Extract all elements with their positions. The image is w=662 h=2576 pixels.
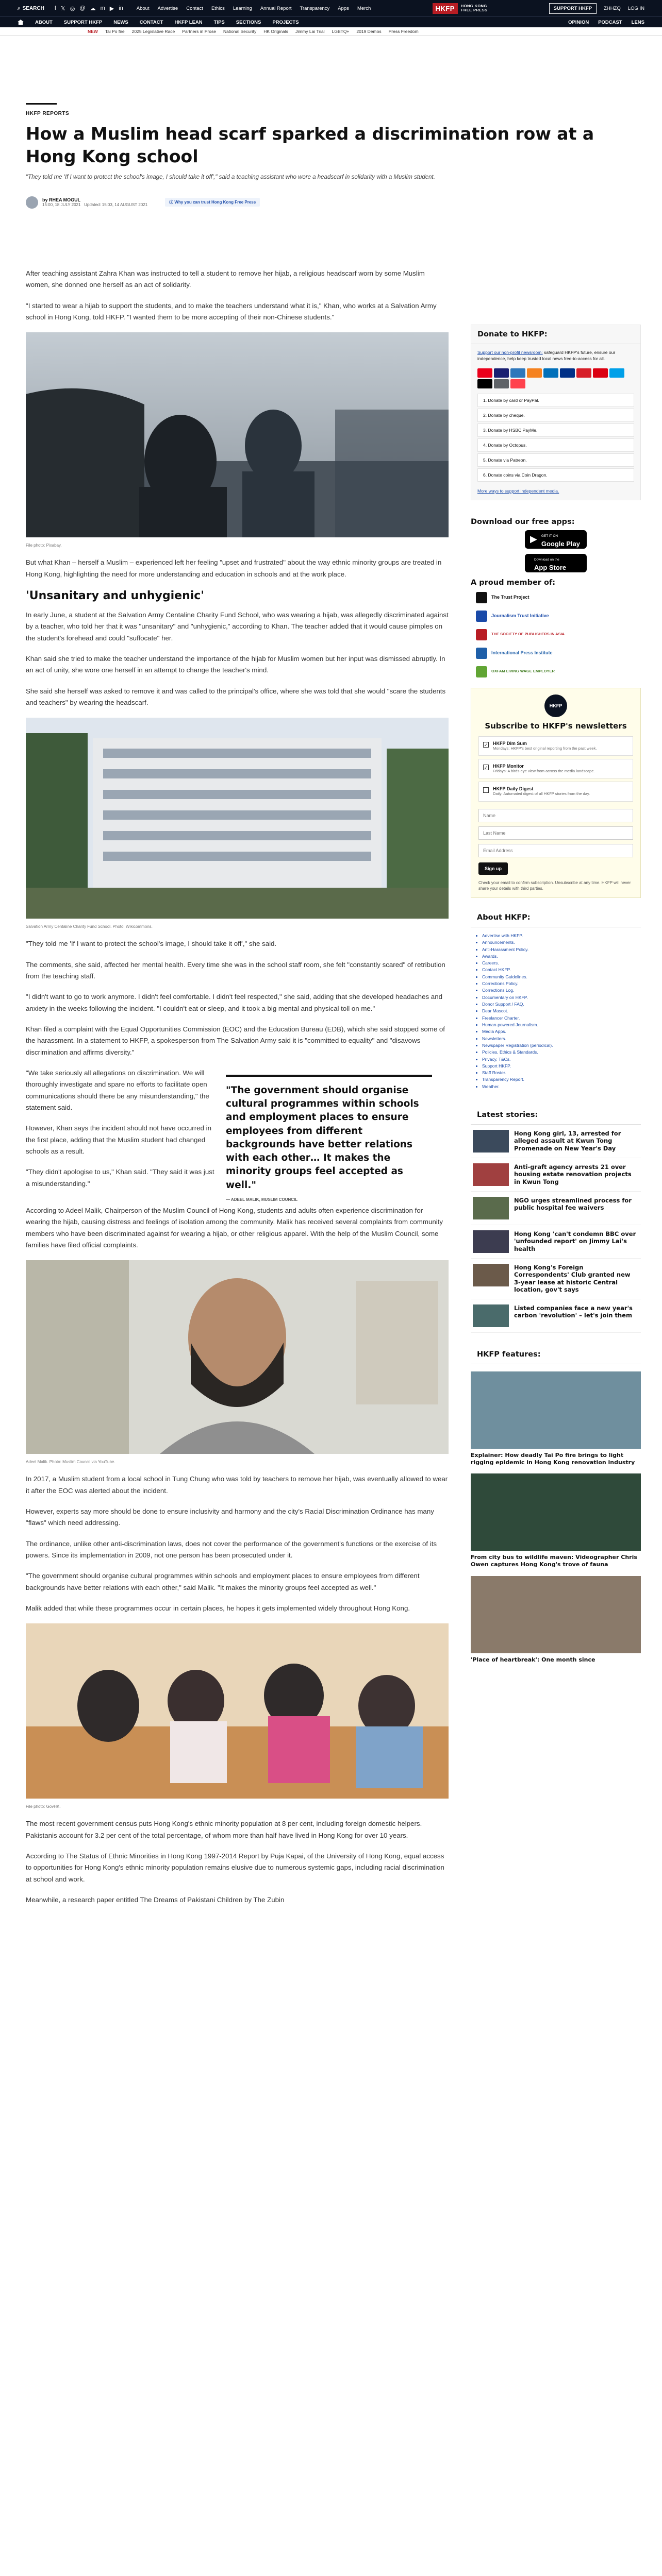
bluesky-icon[interactable]: ☁: [90, 5, 96, 12]
paragraph: Khan filed a complaint with the Equal Opportunities Commission (EOC) and the Education Bureau (EDB), which she said stopped some of the harassment. In a statement to HKFP, a spokesperson from The Salvation Army said it is "committed to equality" and "disavows discrimination and affirms diversity.": [26, 1025, 445, 1056]
feature-story[interactable]: [471, 1371, 641, 1467]
paragraph: According to Adeel Malik, Chairperson of the Muslim Council of Hong Kong, students and adults often experience discrimination for wearing the hijab, causing distress and feelings of isolation among the community. Malik has received several complaints from community members who have been discriminated against for wearing a hijab, or other religious apparel. With the help of the Muslim Council, some families have filed official complaints.: [26, 1207, 443, 1249]
donate-option[interactable]: 1. Donate by card or PayPal.: [477, 394, 634, 407]
donate-text: safeguard HKFP's future, ensure our independence, help keep trusted local news free-to-access for all.: [477, 350, 616, 362]
published-date: 15:00, 18 JULY 2021: [42, 202, 81, 208]
top-link[interactable]: Learning: [233, 5, 252, 11]
features-title: HKFP features:: [471, 1345, 641, 1364]
last-name-input[interactable]: [478, 826, 633, 840]
member-title: A proud member of:: [471, 578, 556, 587]
section-heading: 'Unsanitary and unhygienic': [26, 589, 205, 602]
trending-link[interactable]: LGBTQ+: [332, 28, 350, 34]
about-link[interactable]: • Announcements.: [482, 939, 635, 945]
nav-item-podcast[interactable]: PODCAST: [598, 19, 622, 25]
about-link[interactable]: • Freelancer Charter.: [482, 1015, 635, 1021]
payment-methods: [471, 367, 640, 394]
paragraph: "I started to wear a hijab to support the students, and to make the teachers understand what it is," Khan, who works at a Salvation Army school in Hong Kong, told HKFP. "I wanted them to be more accepting of their non-Chinese students.": [26, 301, 437, 321]
story-thumbnail[interactable]: [473, 1264, 509, 1286]
paragraph: Malik added that while these programmes occur in certain places, he hopes it gets implemented widely throughout Hong Kong.: [26, 1604, 410, 1612]
article-header: [26, 103, 634, 209]
features-list: [471, 1371, 641, 1664]
name-input[interactable]: [478, 809, 633, 822]
feature-story[interactable]: [471, 1473, 641, 1569]
jcb-icon: [543, 368, 558, 378]
facebook-icon[interactable]: f: [54, 5, 56, 11]
latest-story[interactable]: [471, 1299, 641, 1333]
trending-link[interactable]: Press Freedom: [388, 28, 419, 34]
top-bar: [0, 0, 662, 16]
trending-link[interactable]: Jimmy Lai Trial: [295, 28, 325, 34]
donate-options: [471, 394, 640, 488]
feature-headline[interactable]: 'Place of heartbreak': One month since: [471, 1656, 595, 1663]
email-input[interactable]: [478, 844, 633, 857]
discover-icon: [527, 368, 542, 378]
about-link[interactable]: • Advertise with HKFP.: [482, 933, 635, 939]
story-thumbnail[interactable]: [473, 1130, 509, 1153]
top-link[interactable]: Merch: [357, 5, 371, 11]
about-link[interactable]: • Support HKFP.: [482, 1063, 635, 1069]
top-link[interactable]: Annual Report: [260, 5, 292, 11]
octopus-icon: [609, 368, 624, 378]
x-icon[interactable]: 𝕏: [60, 5, 65, 12]
author-name[interactable]: by RHEA MOGUL: [42, 197, 81, 203]
member-logo[interactable]: Journalism Trust Initiative: [476, 611, 641, 622]
story-headline[interactable]: Hong Kong girl, 13, arrested for alleged assault at Kwun Tong Promenade on New Year's Day: [514, 1130, 621, 1152]
nav-item[interactable]: CONTACT: [139, 19, 163, 25]
caption: Salvation Army Centaline Charity Fund School. Photo: Wikicommons.: [26, 924, 153, 929]
about-link[interactable]: • Anti-Harassment Policy.: [482, 946, 635, 953]
ipi-icon: [476, 648, 487, 659]
pull-quote-text: "The government should organise cultural programmes within schools and employment places to ensure employees from different backgrounds have better relations with each other… It makes the minority groups feel accepted as well.": [226, 1084, 419, 1191]
newsletter-option[interactable]: ✓ HKFP Monitor Fridays: A birds-eye view from across the media landscape.: [478, 759, 633, 778]
paragraph: In early June, a student at the Salvation Army Centaline Charity Fund School, who was wearing a hijab, was allegedly discriminated against by a teacher, who told her that it was "unsanitary" and "unhygienic," according to Khan. The teacher added that it would cause pimples on the student's forehead and could "suffocate" her.: [26, 611, 449, 642]
trending-link[interactable]: Tai Po fire: [105, 28, 125, 34]
updated-date: Updated: 15:03, 14 AUGUST 2021: [84, 202, 148, 208]
donate-link[interactable]: Support our non-profit newsroom:: [477, 350, 543, 355]
about-link[interactable]: • Dear Mascot.: [482, 1008, 635, 1014]
site-logo[interactable]: [433, 3, 488, 14]
about-link[interactable]: • Awards.: [482, 953, 635, 959]
donate-option[interactable]: 6. Donate coins via Coin Dragon.: [477, 468, 634, 482]
newsletter-widget: [471, 688, 641, 898]
member-logo[interactable]: OXFAM LIVING WAGE EMPLOYER: [476, 666, 641, 677]
checkbox[interactable]: ✓: [484, 742, 488, 748]
paragraph: The ordinance, unlike other anti-discrimination laws, does not cover the performance of the government's functions or the exercise of its powers. Since its implementation in 2009, not one person has been prosecuted under it.: [26, 1539, 437, 1559]
school-photo[interactable]: [26, 718, 449, 919]
top-link[interactable]: About: [136, 5, 150, 11]
feature-image[interactable]: [471, 1371, 641, 1449]
trending-bar: [0, 27, 662, 36]
visa-icon: [494, 368, 509, 378]
about-links: [471, 927, 641, 1095]
figure-4: [26, 1623, 449, 1809]
malik-photo[interactable]: [26, 1260, 449, 1454]
sidebar: [471, 325, 641, 1664]
paragraph: But what Khan – herself a Muslim – experienced left her feeling "upset and frustrated" about the way ethnic minority groups are treated in Hong Kong, highlighting the need for more understanding and education in schools and at the work place.: [26, 558, 442, 578]
search-icon: ⌕: [18, 5, 21, 11]
trending-link[interactable]: 2025 Legislative Race: [131, 28, 175, 34]
latest-story[interactable]: [471, 1225, 641, 1259]
top-link[interactable]: Ethics: [211, 5, 225, 11]
about-link[interactable]: • Documentary on HKFP.: [482, 994, 635, 1001]
home-icon[interactable]: [18, 20, 24, 25]
latest-story[interactable]: [471, 1125, 641, 1158]
login-link[interactable]: LOG IN: [627, 5, 644, 11]
headline: How a Muslim head scarf sparked a discrimination row at a Hong Kong school: [26, 124, 594, 166]
nav-item[interactable]: NEWS: [113, 19, 128, 25]
top-link[interactable]: Transparency: [300, 5, 330, 11]
paragraph: "I didn't want to go to work anymore. I didn't feel comfortable. I didn't feel respected," she said, adding that she developed headaches and anxiety in the weeks following the incident. "I couldn't eat or sleep, and it took a big mental and physical toll on me.": [26, 993, 442, 1012]
byline: [26, 196, 634, 209]
donate-option[interactable]: 4. Donate by Octopus.: [477, 438, 634, 452]
standfirst: "They told me 'If I want to protect the school's image, I should take it off'," said a teaching assistant who wore a headscarf in solidarity with a Muslim student.: [26, 174, 435, 181]
applepay-icon: [477, 379, 492, 388]
oxfam-icon: [476, 666, 487, 677]
sopa-icon: [476, 629, 487, 640]
story-thumbnail[interactable]: [473, 1304, 509, 1327]
paragraph: "They told me 'If I want to protect the school's image, I should take it off'," she said.: [26, 940, 277, 948]
search-button[interactable]: ⌕ SEARCH: [18, 5, 44, 11]
app-store-button[interactable]: Download on the App Store: [525, 554, 587, 572]
trending-link[interactable]: 2019 Demos: [356, 28, 382, 34]
paragraph: Meanwhile, a research paper entitled The Dreams of Pakistani Children by The Zubin: [26, 1895, 285, 1904]
about-link[interactable]: • Transparency Report.: [482, 1076, 635, 1082]
hijab-photo[interactable]: [26, 332, 449, 537]
instagram-icon[interactable]: ◎: [70, 5, 75, 12]
apps-title: Download our free apps:: [471, 517, 575, 526]
logo-line-2: FREE PRESS: [460, 8, 488, 12]
about-link[interactable]: • Newsletters.: [482, 1036, 635, 1042]
googlepay-icon: [494, 379, 509, 388]
figure-2: [26, 718, 449, 929]
figure-1: [26, 332, 449, 548]
feature-image[interactable]: [471, 1473, 641, 1551]
trending-link[interactable]: Partners in Prose: [182, 28, 216, 34]
newsletter-option[interactable]: ✓ HKFP Dim Sum Mondays: HKFP's best original reporting from the past week.: [478, 736, 633, 756]
member-logo[interactable]: THE SOCIETY OF PUBLISHERS IN ASIA: [476, 629, 641, 640]
newsletter-badge: HKFP: [544, 694, 567, 717]
donate-option[interactable]: 2. Donate by cheque.: [477, 409, 634, 422]
main-nav: [0, 16, 662, 27]
newsletter-option[interactable]: HKFP Daily Digest Daily: Automated digest of all HKFP stories from the day.: [478, 782, 633, 801]
mastercard-icon: [477, 368, 492, 378]
paragraph: The most recent government census puts Hong Kong's ethnic minority population at 8 per cent, including foreign domestic helpers. Pakistanis account for 3.2 per cent of the total percentage, of whom more than half have lived in Hong Kong for over 10 years.: [26, 1820, 422, 1839]
paypal-icon: [560, 368, 575, 378]
latest-story[interactable]: [471, 1158, 641, 1192]
feature-headline[interactable]: Explainer: How deadly Tai Po fire brings to light rigging epidemic in Hong Kong renovation industry: [471, 1451, 635, 1466]
paragraph: The comments, she said, affected her mental health. Every time she was in the school staff room, she felt "constantly scared" of retribution from the teaching staff.: [26, 960, 445, 980]
paragraph: "They didn't apologise to us," Khan said. "They said it was just a misunderstanding.": [26, 1168, 214, 1188]
nav-item[interactable]: TIPS: [213, 19, 225, 25]
about-link[interactable]: • Corrections Log.: [482, 987, 635, 993]
top-links: [137, 6, 371, 11]
story-thumbnail[interactable]: [473, 1197, 509, 1219]
latest-title: Latest stories:: [471, 1106, 641, 1125]
new-badge: NEW: [88, 28, 98, 34]
unionpay-icon: [576, 368, 591, 378]
language-switch[interactable]: ZHHZQ: [604, 5, 621, 11]
about-link[interactable]: • Privacy, T&Cs.: [482, 1056, 635, 1062]
amex-icon: [510, 368, 525, 378]
nav-item-lens[interactable]: LENS: [631, 19, 644, 25]
about-link[interactable]: • Contact HKFP.: [482, 967, 635, 973]
paragraph: After teaching assistant Zahra Khan was instructed to tell a student to remove her hijab, a religious headscarf worn by some Muslim women, she donned one herself as an act of solidarity.: [26, 269, 425, 289]
paragraph: However, Khan says the incident should not have occurred in the first place, adding that the Muslim student had changed schools as a result.: [26, 1124, 211, 1155]
article-body: [26, 268, 449, 1915]
nav-item[interactable]: HKFP LEAN: [174, 19, 203, 25]
linkedin-icon[interactable]: in: [119, 5, 123, 11]
jti-icon: [476, 611, 487, 622]
latest-stories: [471, 1125, 641, 1333]
member-logo[interactable]: International Press Institute: [476, 648, 641, 659]
newsletter-note: Check your email to confirm subscription. Unsubscribe at any time. HKFP will never share your details with third parties.: [478, 880, 631, 891]
top-link[interactable]: Contact: [186, 5, 203, 11]
story-headline[interactable]: NGO urges streamlined process for public hospital fee waivers: [514, 1197, 632, 1212]
more-ways-link[interactable]: More ways to support independent media.: [477, 488, 559, 494]
trust-project-icon: [476, 592, 487, 603]
story-headline[interactable]: Hong Kong's Foreign Correspondents' Club granted new 3-year lease at historic Central location, gov't says: [514, 1264, 631, 1294]
youtube-icon[interactable]: ▶: [109, 5, 114, 12]
about-link[interactable]: • Donor Support / FAQ.: [482, 1001, 635, 1007]
paragraph: In 2017, a Muslim student from a local school in Tung Chung who was told by teachers to remove her hijab, was eventually allowed to wear it after the EOC was alerted about the incident.: [26, 1475, 448, 1495]
about-link[interactable]: • Weather.: [482, 1083, 635, 1090]
feature-story[interactable]: [471, 1576, 641, 1664]
top-link[interactable]: Advertise: [157, 5, 178, 11]
trending-link[interactable]: National Security: [223, 28, 257, 34]
nav-item-opinion[interactable]: OPINION: [568, 19, 589, 25]
about-link[interactable]: • Newspaper Registration (periodical).: [482, 1042, 635, 1048]
donate-option[interactable]: 3. Donate by HSBC PayMe.: [477, 423, 634, 437]
about-link[interactable]: • Careers.: [482, 960, 635, 966]
payme-icon: [593, 368, 608, 378]
story-headline[interactable]: Anti-graft agency arrests 21 over housing estate renovation projects in Kwun Tong: [514, 1163, 632, 1185]
paragraph: "The government should organise cultural programmes within schools and employment places to ensure employees from different backgrounds have better relations with each other," said Malik. "It makes the minority groups feel accepted as well.": [26, 1572, 420, 1591]
nav-item[interactable]: SECTIONS: [236, 19, 261, 25]
social-links: [55, 5, 123, 12]
about-link[interactable]: • Media Apps.: [482, 1028, 635, 1035]
top-link[interactable]: Apps: [338, 5, 349, 11]
logo-mark: HKFP: [433, 3, 458, 14]
about-link[interactable]: • Staff Roster.: [482, 1070, 635, 1076]
paragraph: According to The Status of Ethnic Minorities in Hong Kong 1997-2014 Report by Puja Kapai, of the University of Hong Kong, equal access to opportunities for Hong Kong's ethnic minority population remains elusive due to numerous systemic gaps, including racial discrimination at school and work.: [26, 1852, 444, 1883]
donate-option[interactable]: 5. Donate via Patreon.: [477, 453, 634, 467]
classroom-photo[interactable]: [26, 1623, 449, 1799]
newsletter-title: Subscribe to HKFP's newsletters: [485, 721, 627, 731]
story-thumbnail[interactable]: [473, 1230, 509, 1253]
trust-link[interactable]: ⓘ Why you can trust Hong Kong Free Press: [165, 198, 260, 207]
caption: Adeel Malik. Photo: Muslim Council via YouTube.: [26, 1460, 115, 1465]
member-logo[interactable]: The Trust Project: [476, 592, 641, 603]
figure-3: [26, 1260, 449, 1464]
caption: File photo: GovHK.: [26, 1804, 61, 1809]
latest-story[interactable]: [471, 1259, 641, 1299]
nav-item[interactable]: SUPPORT HKFP: [63, 19, 103, 25]
about-link[interactable]: • Community Guidelines.: [482, 974, 635, 980]
nav-item[interactable]: ABOUT: [35, 19, 53, 25]
trending-link[interactable]: HK Originals: [263, 28, 288, 34]
signup-button[interactable]: Sign up: [478, 862, 508, 875]
patreon-icon: [510, 379, 525, 388]
pull-quote-attribution: — ADEEL MALIK, MUSLIM COUNCIL: [226, 1197, 298, 1202]
feature-image[interactable]: [471, 1576, 641, 1653]
donate-widget: [471, 325, 641, 500]
google-play-button[interactable]: ▶ GET IT ON Google Play: [525, 530, 587, 549]
caption: File photo: Pixabay.: [26, 543, 62, 548]
pull-quote: [226, 1075, 432, 1202]
checkbox[interactable]: ✓: [484, 765, 488, 771]
donate-title: Donate to HKFP:: [471, 325, 640, 344]
story-thumbnail[interactable]: [473, 1163, 509, 1186]
paragraph: She said she herself was asked to remove it and was called to the principal's office, where she was told that she would "scare the students and teachers" by wearing the headscarf.: [26, 687, 446, 706]
about-link[interactable]: • Policies, Ethics & Standards.: [482, 1049, 635, 1055]
paragraph: However, experts say more should be done to ensure inclusivity and harmony and the city's Racial Discrimination Ordinance has many "flaws" which need addressing.: [26, 1507, 434, 1527]
about-link[interactable]: • Corrections Policy.: [482, 980, 635, 987]
author-avatar: [26, 196, 38, 209]
nav-item[interactable]: PROJECTS: [272, 19, 299, 25]
paragraph: "We take seriously all allegations on discrimination. We will thoroughly investigate and spare no efforts to facilitate open communications should there be any misunderstanding," the statement said.: [26, 1069, 209, 1111]
feature-headline[interactable]: From city bus to wildlife maven: Videographer Chris Owen captures Hong Kong's trove of fauna: [471, 1554, 637, 1568]
mastodon-icon[interactable]: m: [100, 5, 105, 11]
story-headline[interactable]: Listed companies face a new year's carbon 'revolution' – let's join them: [514, 1304, 633, 1319]
about-title: About HKFP:: [471, 908, 641, 927]
story-headline[interactable]: Hong Kong 'can't condemn BBC over 'unfounded report' on Jimmy Lai's health: [514, 1230, 636, 1252]
info-icon: ⓘ: [169, 200, 175, 205]
threads-icon[interactable]: @: [79, 5, 86, 11]
about-link[interactable]: • Human-powered Journalism.: [482, 1022, 635, 1028]
checkbox[interactable]: [483, 787, 489, 793]
kicker-rule: [26, 103, 57, 105]
support-button[interactable]: SUPPORT HKFP: [549, 3, 597, 14]
play-store-icon: ▶: [530, 534, 537, 545]
logo-line-1: HONG KONG: [460, 3, 487, 8]
latest-story[interactable]: [471, 1192, 641, 1225]
kicker[interactable]: HKFP REPORTS: [26, 111, 70, 116]
paragraph: Khan said she tried to make the teacher understand the importance of the hijab for Muslim women but her input was dismissed abruptly. In an act of unity, she wore one herself in an attempt to change the teacher's mind.: [26, 654, 445, 674]
